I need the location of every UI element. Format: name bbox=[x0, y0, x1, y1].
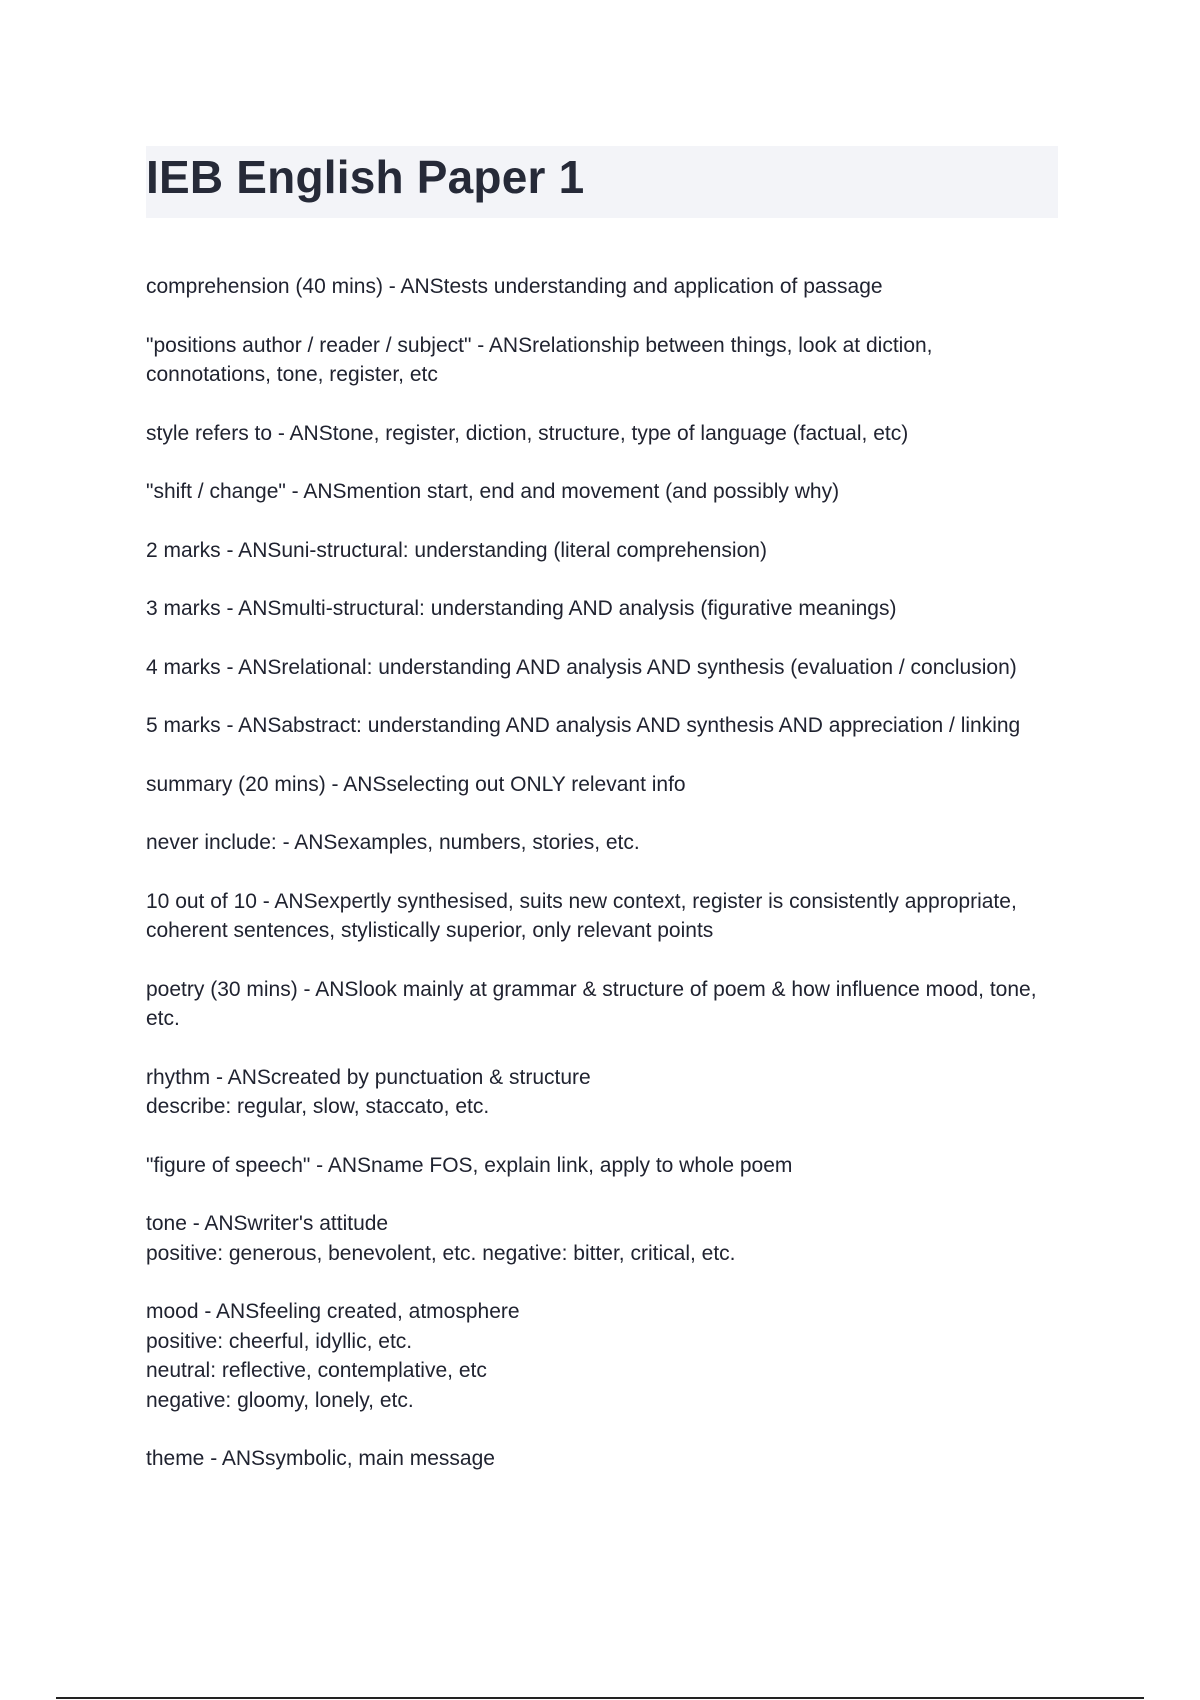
flashcard-entry bbox=[146, 331, 1046, 390]
flashcard-list bbox=[146, 272, 1046, 1503]
entry-line: never include: - ANSexamples, numbers, stories, etc. bbox=[146, 831, 640, 854]
entry-line: negative: gloomy, lonely, etc. bbox=[146, 1388, 414, 1412]
entry-line: "figure of speech" - ANSname FOS, explain link, apply to whole poem bbox=[146, 1153, 793, 1177]
entry-line: rhythm - ANScreated by punctuation & structure bbox=[146, 1065, 591, 1089]
flashcard-entry bbox=[146, 477, 1046, 507]
entry-line: positive: generous, benevolent, etc. negative: bitter, critical, etc. bbox=[146, 1241, 736, 1265]
entry-line: style refers to - ANStone, register, diction, structure, type of language (factual, etc) bbox=[146, 421, 909, 445]
title-banner bbox=[146, 146, 1058, 218]
entry-line: tone - ANSwriter's attitude bbox=[146, 1212, 389, 1235]
entry-line: "positions author / reader / subject" - ANSrelationship between things, look at diction, connotations, tone, register, etc bbox=[146, 333, 933, 386]
flashcard-entry bbox=[146, 1209, 1046, 1268]
entry-line: mood - ANSfeeling created, atmosphere bbox=[146, 1300, 520, 1323]
page-title: IEB English Paper 1 bbox=[146, 151, 585, 203]
flashcard-entry bbox=[146, 1444, 1046, 1474]
entry-line: theme - ANSsymbolic, main message bbox=[146, 1447, 495, 1470]
entry-line: 10 out of 10 - ANSexpertly synthesised, suits new context, register is consistently appropriate, coherent sentences, stylistically superior, only relevant points bbox=[146, 889, 1017, 942]
flashcard-entry bbox=[146, 272, 1046, 302]
entry-line: describe: regular, slow, staccato, etc. bbox=[146, 1095, 490, 1118]
entry-line: 4 marks - ANSrelational: understanding AND analysis AND synthesis (evaluation / conclusion) bbox=[146, 655, 1017, 679]
entry-line: neutral: reflective, contemplative, etc bbox=[146, 1359, 487, 1382]
flashcard-entry bbox=[146, 536, 1046, 566]
flashcard-entry bbox=[146, 711, 1046, 741]
entry-line: summary (20 mins) - ANSselecting out ONLY relevant info bbox=[146, 772, 686, 796]
flashcard-entry bbox=[146, 653, 1046, 683]
entry-line: positive: cheerful, idyllic, etc. bbox=[146, 1329, 413, 1353]
entry-line: 5 marks - ANSabstract: understanding AND analysis AND synthesis AND appreciation / linking bbox=[146, 714, 1021, 737]
flashcard-entry bbox=[146, 887, 1046, 946]
flashcard-entry bbox=[146, 1063, 1046, 1122]
flashcard-entry bbox=[146, 975, 1046, 1034]
entry-line: "shift / change" - ANSmention start, end and movement (and possibly why) bbox=[146, 480, 840, 503]
entry-line: poetry (30 mins) - ANSlook mainly at grammar & structure of poem & how influence mood, tone, etc. bbox=[146, 977, 1037, 1030]
entry-line: comprehension (40 mins) - ANStests understanding and application of passage bbox=[146, 275, 883, 298]
entry-line: 2 marks - ANSuni-structural: understanding (literal comprehension) bbox=[146, 538, 767, 562]
flashcard-entry bbox=[146, 1297, 1046, 1415]
entry-line: 3 marks - ANSmulti-structural: understanding AND analysis (figurative meanings) bbox=[146, 597, 897, 620]
footer-divider bbox=[56, 1697, 1144, 1699]
flashcard-entry bbox=[146, 828, 1046, 858]
flashcard-entry bbox=[146, 770, 1046, 800]
flashcard-entry bbox=[146, 419, 1046, 449]
flashcard-entry bbox=[146, 1151, 1046, 1181]
flashcard-entry bbox=[146, 594, 1046, 624]
